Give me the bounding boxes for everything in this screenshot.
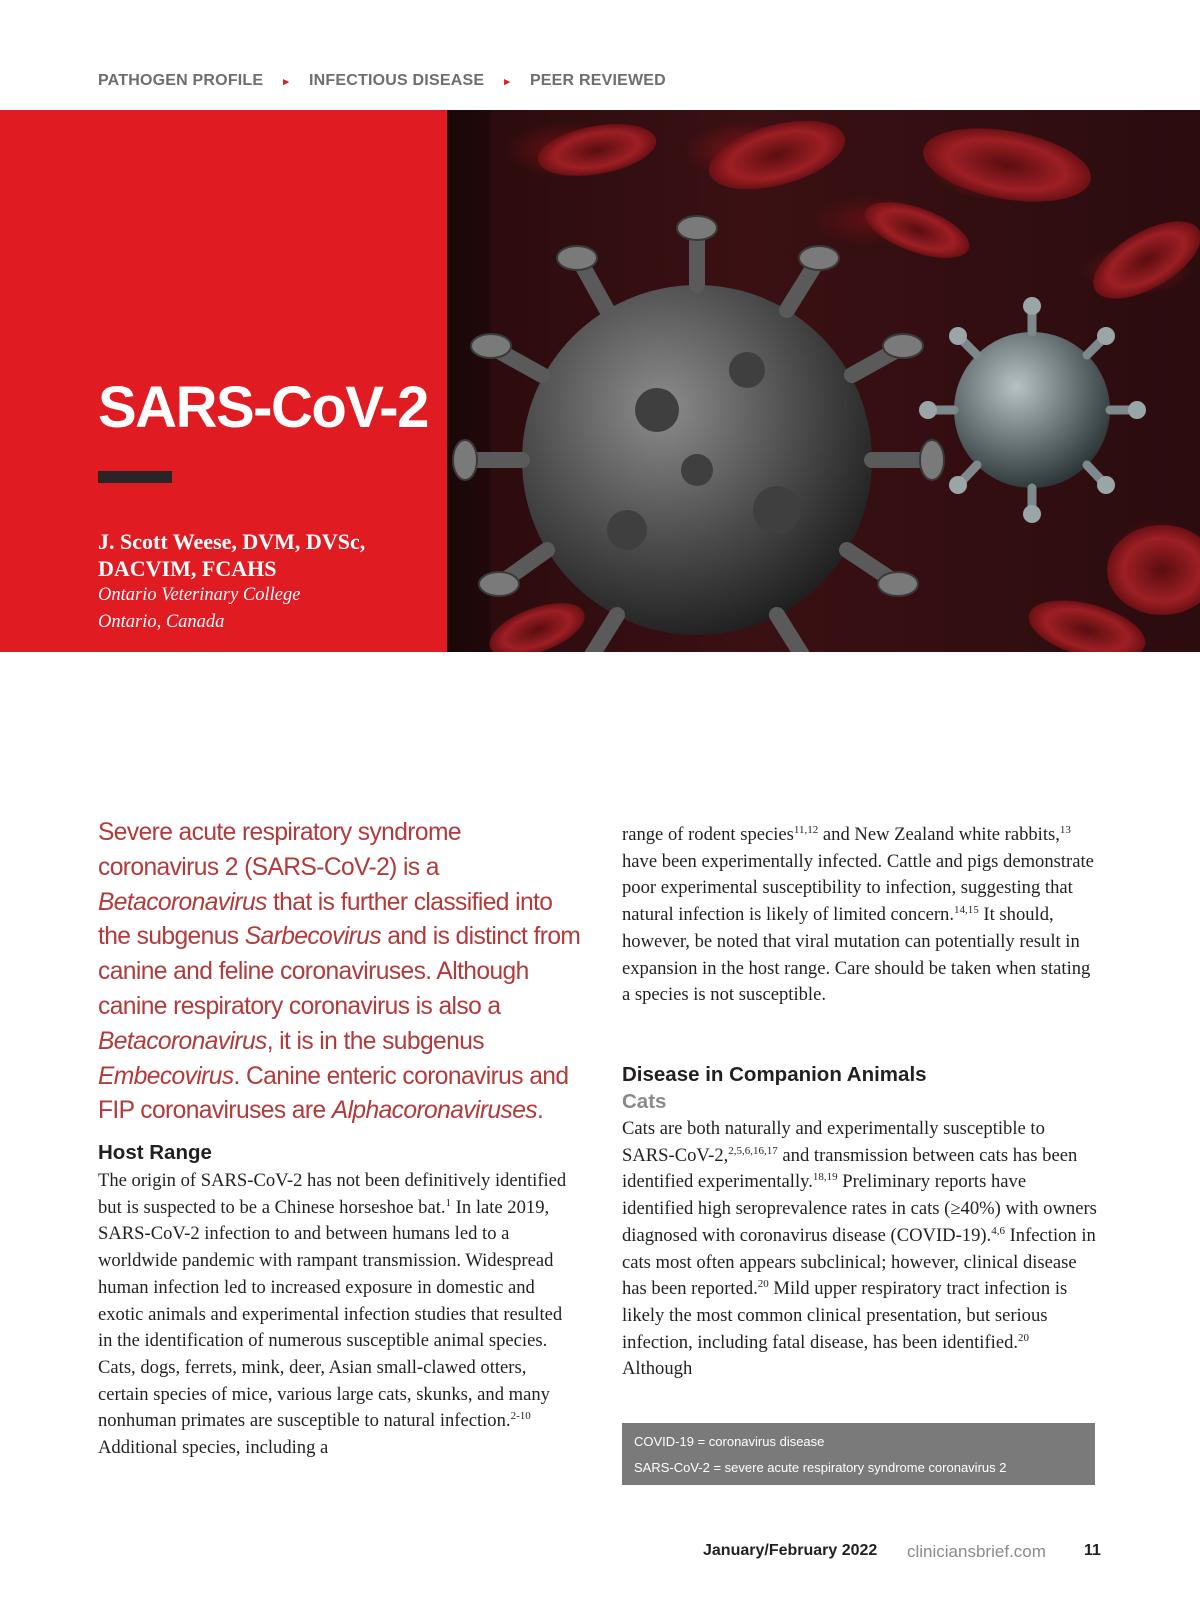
- body-text: and transmission between cats has been identified experimentally.: [622, 1144, 1078, 1193]
- hero-banner: [0, 110, 1200, 652]
- breadcrumb: [98, 71, 666, 91]
- footer-issue: January/February 2022: [703, 1542, 878, 1559]
- breadcrumb-item: PEER REVIEWED: [529, 72, 666, 89]
- coronavirus-illustration-icon: [447, 110, 1200, 652]
- author-credentials: DACVIM, FCAHS: [98, 556, 277, 581]
- citation: 14,15: [954, 904, 979, 917]
- lede-paragraph: [98, 816, 582, 1129]
- lede-text: , it is in the subgenus: [266, 1027, 484, 1055]
- citation: 13: [1059, 824, 1071, 836]
- breadcrumb-item: PATHOGEN PROFILE: [98, 72, 264, 89]
- citation: 4,6: [991, 1224, 1005, 1237]
- cats-paragraph: [622, 1116, 1100, 1383]
- author-affiliation: Ontario Veterinary College: [98, 585, 301, 605]
- abbreviation-item: COVID-19 = coronavirus disease: [634, 1434, 825, 1449]
- body-text: Preliminary reports have identified high seroprevalence rates in cats (≥40%) with owners diagnosed with coronavirus disease (COVID-19).: [622, 1171, 1097, 1246]
- lede-italic: Alphacoronaviruses: [331, 1097, 537, 1125]
- author-block: [98, 528, 428, 636]
- body-text: The origin of SARS-CoV-2 has not been definitively identified but is suspected to be a Chinese horseshoe bat.: [98, 1170, 567, 1218]
- body-text: have been experimentally infected. Cattle and pigs demonstrate poor experimental susceptibility to infection, suggesting that natural infection is likely of limited concern.: [622, 850, 1094, 926]
- citation: 11,12: [793, 824, 819, 836]
- lede-italic: Betacoronavirus: [98, 888, 267, 916]
- page-title: SARS-CoV-2: [98, 375, 428, 440]
- abbreviation-item: SARS-CoV-2 = severe acute respiratory syndrome coronavirus 2: [634, 1460, 1007, 1475]
- body-text: Additional species, including a: [98, 1437, 329, 1459]
- section-heading-host-range: Host Range: [98, 1141, 212, 1164]
- section-heading-disease: Disease in Companion Animals: [622, 1063, 927, 1086]
- citation: 2-10: [510, 1410, 531, 1423]
- footer-website: cliniciansbrief.com: [907, 1542, 1046, 1561]
- body-text: Cats are both naturally and experimentally susceptible to SARS-CoV-2,: [622, 1118, 1045, 1166]
- body-text: and New Zealand white rabbits,: [818, 824, 1060, 845]
- triangle-right-icon: ▸: [283, 75, 290, 88]
- lede-text: Severe acute respiratory syndrome coronavirus 2 (SARS-CoV-2) is a: [98, 819, 461, 881]
- body-text: Infection in cats most often appears subclinical; however, clinical disease has been reported.: [622, 1224, 1096, 1300]
- host-range-paragraph: [98, 1168, 576, 1462]
- continued-paragraph: [622, 822, 1100, 1009]
- lede-text: that is further classified into the subgenus: [98, 888, 553, 951]
- body-text: Mild upper respiratory tract infection is likely the most common clinical presentation, but serious infection, including fatal disease, has been identified.: [622, 1278, 1068, 1353]
- lede-italic: Sarbecovirus: [244, 923, 382, 951]
- body-text: range of rodent species: [622, 824, 794, 845]
- citation: 1: [445, 1196, 452, 1209]
- page-number: 11: [1084, 1542, 1101, 1559]
- triangle-right-icon: ▸: [504, 75, 510, 88]
- citation: 18,19: [812, 1171, 838, 1184]
- lede-italic: Betacoronavirus: [98, 1027, 267, 1055]
- citation: 2,5,6,16,17: [728, 1144, 778, 1157]
- body-text: Although: [622, 1358, 693, 1380]
- lede-text: .: [536, 1097, 544, 1125]
- title-underline: [98, 471, 172, 483]
- lede-text: and is distinct from canine and feline coronaviruses. Although canine respiratory coronavirus is also a: [98, 923, 581, 1020]
- abbreviation-box: [622, 1423, 1095, 1485]
- citation: 20: [757, 1278, 769, 1291]
- author-location: Ontario, Canada: [98, 612, 225, 632]
- citation: 20: [1018, 1331, 1030, 1344]
- body-text: It should, however, be noted that viral mutation can potentially result in expansion in the host range. Care should be taken when stating a species is not susceptible.: [622, 904, 1091, 1006]
- breadcrumb-item: INFECTIOUS DISEASE: [309, 72, 485, 89]
- subheading-cats: Cats: [622, 1090, 667, 1113]
- lede-italic: Embecovirus: [98, 1062, 234, 1090]
- author-name: J. Scott Weese, DVM, DVSc,: [98, 529, 366, 554]
- body-text: In late 2019, SARS-CoV-2 infection to and between humans led to a worldwide pandemic with rampant transmission. Widespread human infection led to increased exposure in domestic and exotic animals and experimental infection studies that resulted in the identification of numerous susceptible animal species. Cats, dogs, ferrets, mink, deer, Asian small-clawed otters, certain species of mice, various large cats, skunks, and many nonhuman primates are susceptible to natural infection.: [98, 1196, 563, 1432]
- lede-text: . Canine enteric coronavirus and FIP coronaviruses are: [98, 1062, 569, 1125]
